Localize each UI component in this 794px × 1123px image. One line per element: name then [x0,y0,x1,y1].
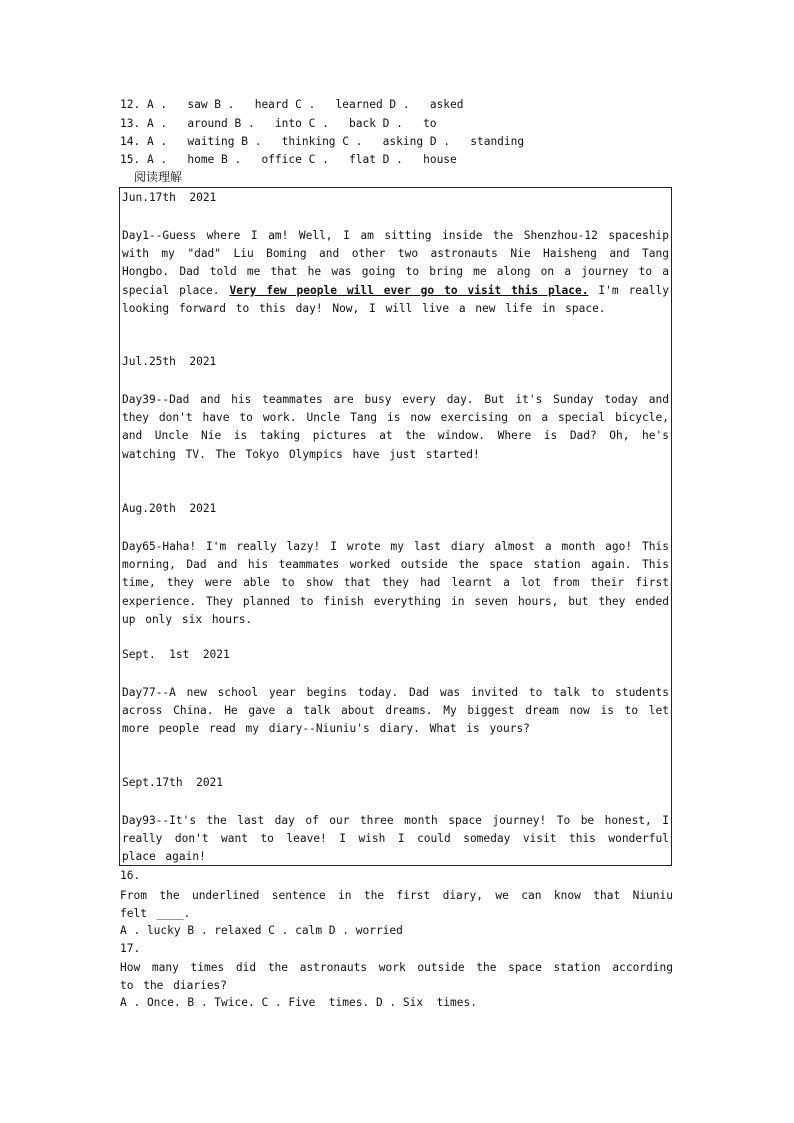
cloze-option-line-13: 13. A . around B . into C . back D . to [120,117,437,130]
question-17-number: 17. [120,942,141,955]
section-title: 阅读理解 [134,170,183,184]
cloze-option-line-15: 15. A . home B . office C . flat D . house [120,153,457,166]
cloze-option-line-14: 14. A . waiting B . thinking C . asking D . standing [120,135,525,148]
question-16-stem: From the underlined sentence in the first diary, we can know that Niuniu felt ____. [120,889,673,921]
diary-entry-3: Day65-Haha! I'm really lazy! I wrote my last diary almost a month ago! This morning, Dad and his teammates worked outside the space station again. This time, they were able to show that they had learnt a lot from their first experience. They planned to finish everything in seven hours, but they ended up only six hours. [122,540,669,626]
diary-date-2: Jul.25th 2021 [122,355,217,368]
question-17-options: A . Once. B . Twice. C . Five times. D . Six times. [120,996,477,1009]
diary-entry-1 [122,227,669,318]
question-16-options: A . lucky B . relaxed C . calm D . worried [120,924,403,937]
diary-date-4: Sept. 1st 2021 [122,648,230,661]
diary-entry-2: Day39--Dad and his teammates are busy every day. But it's Sunday today and they don't have to work. Uncle Tang is now exercising on a special bicycle, and Uncle Nie is taking pictures at the window. Where is Dad? Oh, he's watching TV. The Tokyo Olympics have just started! [122,393,669,461]
diary-entry-5: Day93--It's the last day of our three month space journey! To be honest, I really don't want to leave! I wish I could someday visit this wonderful place again! [122,814,669,864]
question-16-number: 16. [120,869,141,882]
diary-date-5: Sept.17th 2021 [122,776,224,789]
underlined-sentence: Very few people will ever go to visit this place. [229,283,589,297]
cloze-option-line-12: 12. A . saw B . heard C . learned D . asked [120,98,464,111]
diary-entry-1-text-end: I'm really looking forward to this day! Now, I will live a new life in space. [122,283,669,315]
diary-date-3: Aug.20th 2021 [122,502,217,515]
diary-entry-4: Day77--A new school year begins today. Dad was invited to talk to students across China. He gave a talk about dreams. My biggest dream now is to let more people read my diary--Niuniu's diary. What is yours? [122,686,669,736]
diary-date-1: Jun.17th 2021 [122,191,217,204]
diary-entry-1-text: Day1--Guess where I am! Well, I am sitting inside the Shenzhou-12 spaceship with my "dad" Liu Boming and other two astronauts Nie Haisheng and Tang Hongbo. Dad told me that he was going to bring me along on a journey to a special place. [122,229,669,297]
question-17-stem: How many times did the astronauts work outside the space station according to the diaries? [120,961,673,993]
